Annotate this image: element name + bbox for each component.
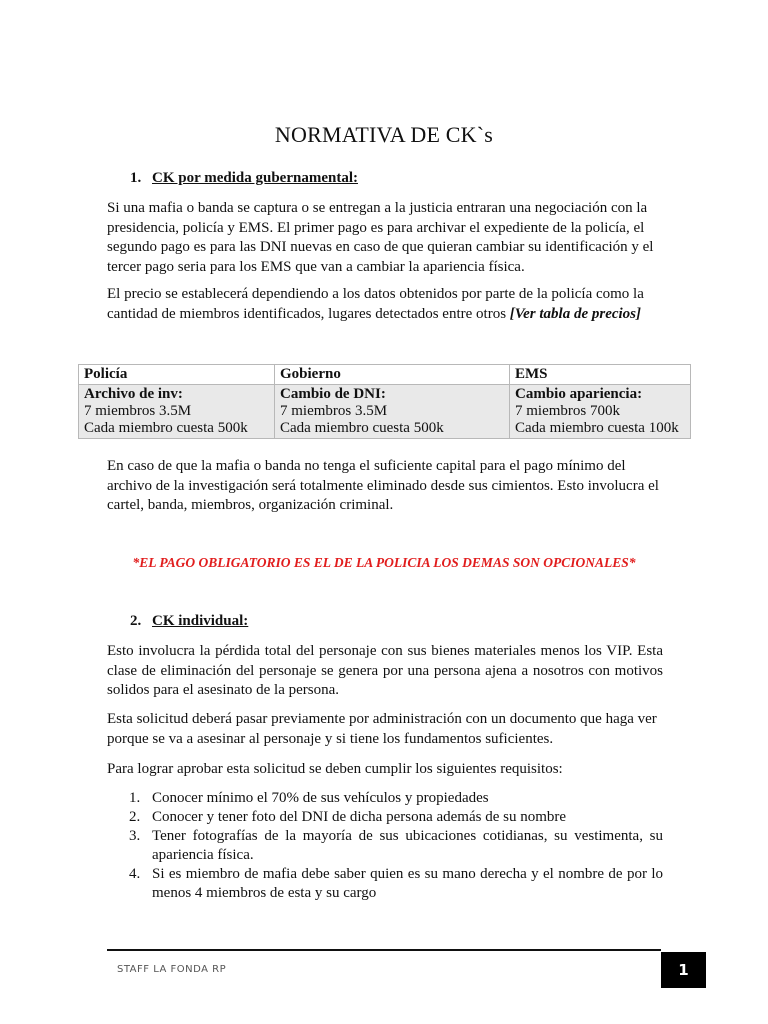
table-header: Gobierno [275, 365, 510, 385]
paragraph: En caso de que la mafia o banda no tenga el suficiente capital para el pago mínimo del archivo de la investigación será totalmente eliminado desde sus cimientos. Esto involucra el cartel, banda, miembros, organización criminal. [107, 458, 659, 513]
paragraph-prices [107, 285, 663, 324]
section-number: 2. [130, 613, 142, 629]
page-number: 1 [678, 961, 689, 979]
cell-line: Cada miembro cuesta 100k [515, 420, 679, 436]
table-row [79, 385, 691, 439]
paragraph: Si una mafia o banda se captura o se entregan a la justicia entraran una negociación con la presidencia, policía y EMS. El primer pago es para archivar el expediente de la policía, el segundo pago es para las DNI nuevas en caso de que quieran cambiar su identificación y el tercer pago seria para los EMS que van a cambiar la apariencia física. [107, 200, 654, 275]
table-header-row [79, 365, 691, 385]
cell-line: Cada miembro cuesta 500k [280, 420, 444, 436]
table-header: EMS [510, 365, 691, 385]
list-number: 1. [129, 790, 141, 806]
cell-title: Cambio de DNI: [280, 386, 386, 402]
mandatory-payment-notice: *EL PAGO OBLIGATORIO ES EL DE LA POLICIA LOS DEMAS SON OPCIONALES* [132, 555, 636, 570]
list-number: 3. [129, 828, 141, 844]
list-item [107, 808, 663, 827]
table-header: Policía [79, 365, 275, 385]
footer-rule [107, 949, 661, 951]
list-item [107, 789, 663, 808]
cell-line: 7 miembros 700k [515, 403, 620, 419]
list-item-text: Si es miembro de mafia debe saber quien es su mano derecha y el nombre de por lo menos 4 miembros de esta y su cargo [152, 866, 663, 901]
cell-title: Cambio apariencia: [515, 386, 643, 402]
requirements-list [107, 789, 663, 903]
list-item-text: Conocer mínimo el 70% de sus vehículos y propiedades [152, 790, 489, 806]
section-heading-1 [130, 170, 358, 187]
cell-line: Cada miembro cuesta 500k [84, 420, 248, 436]
section-heading-text: CK individual: [152, 613, 249, 629]
list-number: 2. [129, 809, 141, 825]
list-item [107, 827, 663, 865]
cell-line: 7 miembros 3.5M [84, 403, 192, 419]
cell-line: 7 miembros 3.5M [280, 403, 388, 419]
price-table-reference: [Ver tabla de precios] [509, 305, 642, 322]
list-item-text: Tener fotografías de la mayoría de sus ubicaciones cotidianas, su vestimenta, su apariencia física. [152, 828, 663, 863]
price-table [78, 364, 691, 439]
list-number: 4. [129, 866, 141, 882]
section-heading-text: CK por medida gubernamental: [152, 170, 358, 186]
table-cell [79, 385, 275, 439]
section-heading-2 [130, 613, 248, 630]
page-title: NORMATIVA DE CK`s [274, 122, 494, 147]
section-number: 1. [130, 170, 142, 186]
paragraph: Para lograr aprobar esta solicitud se deben cumplir los siguientes requisitos: [107, 761, 563, 777]
cell-title: Archivo de inv: [84, 386, 183, 402]
table-cell [510, 385, 691, 439]
paragraph: Esta solicitud deberá pasar previamente por administración con un documento que haga ver porque se va a asesinar al personaje y si tiene los fundamentos suficientes. [107, 711, 657, 747]
footer-text: STAFF LA FONDA RP [117, 964, 227, 975]
table-cell [275, 385, 510, 439]
paragraph-text: El precio se establecerá dependiendo a los datos obtenidos por parte de la policía como la cantidad de miembros identificados, lugares detectados entre otros [107, 286, 644, 322]
list-item-text: Conocer y tener foto del DNI de dicha persona además de su nombre [152, 809, 567, 825]
paragraph: Esto involucra la pérdida total del personaje con sus bienes materiales menos los VIP. Esta clase de eliminación del personaje se genera por una persona ajena a nosotros con motivos solidos para el asesinato de la persona. [107, 643, 663, 698]
list-item [107, 865, 663, 903]
page-number-box [661, 952, 706, 988]
